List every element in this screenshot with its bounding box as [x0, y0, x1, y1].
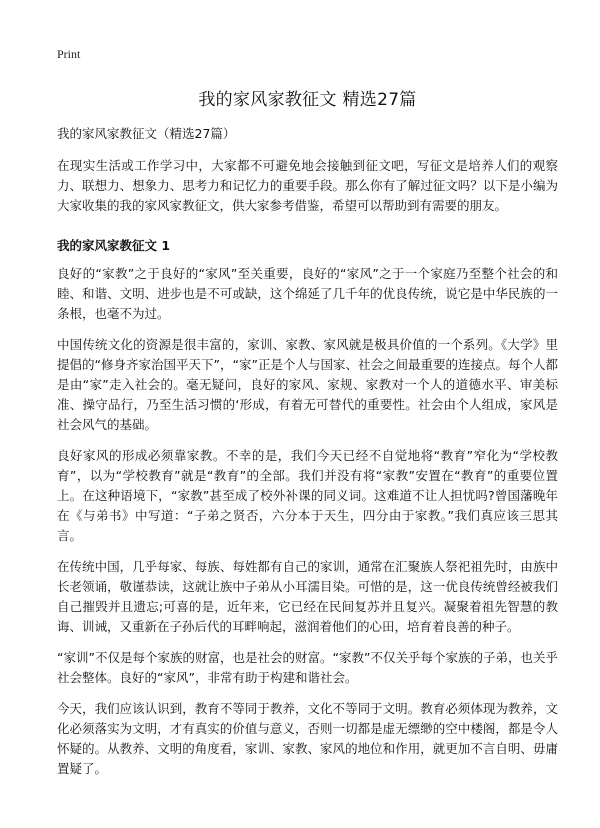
body-paragraph-2: 中国传统文化的资源是很丰富的，家训、家教、家风就是极具价值的一个系列。《大学》里提倡的“修身齐家治国平天下”，“家”正是个人与国家、社会之间最重要的连接点。每个人都是由“家”走入社会的。毫无疑问，良好的家风、家规、家教对一个人的道德水平、审美标准、操守品行，乃至生活习惯的‘形成，有着无可替代的重要性。社会由个人组成，家风是社会风气的基础。	[57, 337, 558, 432]
body-paragraph-4: 在传统中国，几乎每家、每族、每姓都有自己的家训，通常在汇聚族人祭祀祖先时，由族中长老领诵，敬谨恭读，这就让族中子弟从小耳濡目染。可惜的是，这一优良传统曾经被我们自己摧毁并且遗忘;可喜的是，近年来，它已经在民间复苏并且复兴。凝聚着祖先智慧的教诲、训诫，又重新在子孙后代的耳畔响起，滋润着他们的心田，培育着良善的种子。	[57, 559, 558, 634]
body-paragraph-6: 今天，我们应该认识到，教育不等同于教养，文化不等同于文明。教育必须体现为教养，文化必须落实为文明，才有真实的价值与意义，否则一切都是虚无缥缈的空中楼阁，都是令人怀疑的。从教养、文明的角度看，家训、家教、家风的地位和作用，就更加不言自明、毋庸置疑了。	[57, 701, 558, 776]
body-paragraph-5: “家训”不仅是每个家族的财富，也是社会的财富。“家教”不仅关乎每个家族的子弟，也关乎社会整体。良好的“家风”，非常有助于构建和谐社会。	[57, 650, 558, 685]
body-paragraph-1: 良好的“家教”之于良好的“家风”至关重要，良好的“家风”之于一个家庭乃至整个社会的和睦、和谐、文明、进步也是不可或缺，这个绵延了几千年的优良传统，说它是中华民族的一条根，也毫不为过。	[57, 266, 558, 321]
intro-paragraph: 在现实生活或工作学习中，大家都不可避免地会接触到征文吧，写征文是培养人们的观察力、联想力、想象力、思考力和记忆力的重要手段。那么你有了解过征文吗？以下是小编为大家收集的我的家风家教征文，供大家参考借鉴，希望可以帮助到有需要的朋友。	[57, 158, 558, 213]
print-label: Print	[57, 47, 81, 61]
body-paragraph-3: 良好家风的形成必须靠家教。不幸的是，我们今天已经不自觉地将“教育”窄化为“学校教育”，以为“学校教育”就是“教育”的全部。我们并没有将“家教”安置在“教育”的重要位置上。在这种语境下，“家教”甚至成了校外补课的同义词。这难道不让人担忧吗?曾国藩晚年在《与弟书》中写道：“子弟之贤否，六分本于天生，四分由于家教。”我们真应该三思其言。	[57, 448, 558, 543]
document-title: 我的家风家教征文 精选27篇	[198, 90, 417, 110]
document-subtitle: 我的家风家教征文（精选27篇）	[57, 126, 236, 141]
section-heading: 我的家风家教征文 1	[57, 238, 171, 253]
